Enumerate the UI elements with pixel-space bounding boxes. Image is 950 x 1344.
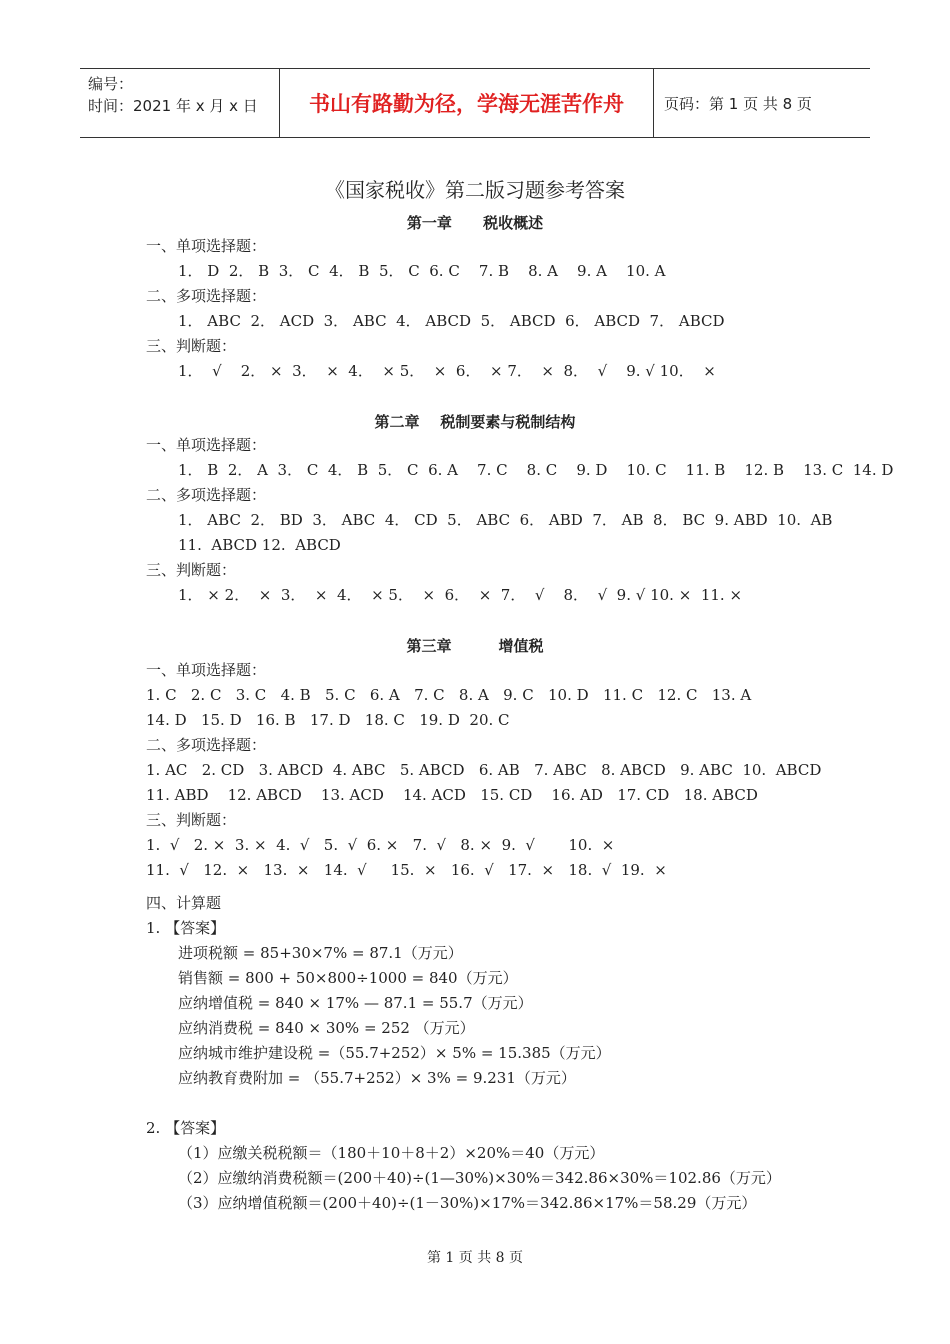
calc-q2-line: （1）应缴关税税额＝（180＋10＋8＋2）×20%＝40（万元） [178, 1144, 605, 1162]
ch3-judge-answers-line1: 1. √ 2. × 3. × 4. √ 5. √ 6. × 7. √ 8. × 9. √ 10. × [146, 836, 615, 854]
doc-time-label: 时间：2021 年 x 月 x 日 [88, 97, 258, 115]
ch3-judge-answers-line2: 11. √ 12. × 13. × 14. √ 15. × 16. √ 17. × 18. √ 19. × [146, 861, 667, 879]
chapter-2-heading: 第二章 税制要素与税制结构 [374, 413, 576, 431]
calc-q1-line: 进项税额 = 85+30×7% = 87.1（万元） [178, 944, 463, 962]
page-header [80, 68, 870, 138]
calc-q2-label: 2. 【答案】 [146, 1119, 226, 1137]
chapter-1-heading: 第一章 税收概述 [406, 214, 544, 232]
ch3-single-answers-line2: 14. D 15. D 16. B 17. D 18. C 19. D 20. C [146, 711, 510, 729]
chapter-3-heading: 第三章 增值税 [406, 637, 544, 655]
ch2-multi-label: 二、多项选择题： [146, 486, 267, 504]
calc-q1-line: 应纳消费税 = 840 × 30% = 252 （万元） [178, 1019, 475, 1037]
ch2-single-label: 一、单项选择题： [146, 436, 267, 454]
calc-q1-label: 1. 【答案】 [146, 919, 226, 937]
ch3-single-label: 一、单项选择题： [146, 661, 267, 679]
ch1-multi-label: 二、多项选择题： [146, 287, 267, 305]
doc-number-label: 编号： [88, 75, 134, 93]
header-meta [80, 69, 280, 137]
ch1-single-label: 一、单项选择题： [146, 237, 267, 255]
ch3-judge-label: 三、判断题： [146, 811, 237, 829]
ch2-multi-answers-line1: 1． ABC 2． BD 3． ABC 4． CD 5． ABC 6． ABD 7． AB 8． BC 9. ABD 10. AB [178, 511, 833, 529]
calc-q1-line: 应纳教育费附加 = （55.7+252）× 3% = 9.231（万元） [178, 1069, 576, 1087]
ch2-judge-answers: 1． × 2． × 3． × 4． × 5． × 6． × 7． √ 8． √ 9. √ 10. × 11. × [178, 586, 743, 604]
document-title: 《国家税收》第二版习题参考答案 [325, 178, 625, 202]
ch3-multi-label: 二、多项选择题： [146, 736, 267, 754]
header-motto: 书山有路勤为径，学海无涯苦作舟 [280, 69, 654, 137]
page-footer: 第 1 页 共 8 页 [426, 1250, 524, 1266]
ch2-judge-label: 三、判断题： [146, 561, 237, 579]
ch3-multi-answers-line2: 11. ABD 12. ABCD 13. ACD 14. ACD 15. CD 16. AD 17. CD 18. ABCD [146, 786, 758, 804]
ch1-judge-answers: 1． √ 2． × 3． × 4． × 5． × 6． × 7． × 8． √ 9. √ 10． × [178, 362, 716, 380]
calc-q1-line: 应纳增值税 = 840 × 17% — 87.1 = 55.7（万元） [178, 994, 533, 1012]
calc-q2-line: （2）应缴纳消费税额＝(200＋40)÷(1—30%)×30%＝342.86×30%＝102.86（万元） [178, 1169, 781, 1187]
ch2-multi-answers-line2: 11. ABCD 12. ABCD [178, 536, 341, 554]
calc-q1-line: 应纳城市维护建设税 =（55.7+252）× 5% = 15.385（万元） [178, 1044, 611, 1062]
calc-q1-line: 销售额 = 800 + 50×800÷1000 = 840（万元） [178, 969, 518, 987]
header-page-info: 页码：第 1 页 共 8 页 [664, 94, 812, 113]
ch3-calc-label: 四、计算题 [146, 894, 222, 912]
ch3-multi-answers-line1: 1. AC 2. CD 3. ABCD 4. ABC 5. ABCD 6. AB 7. ABC 8. ABCD 9. ABC 10. ABCD [146, 761, 822, 779]
ch2-single-answers: 1． B 2． A 3． C 4． B 5． C 6. A 7. C 8. C 9. D 10. C 11. B 12. B 13. C 14. D [178, 461, 894, 479]
ch1-single-answers: 1． D 2． B 3． C 4． B 5． C 6. C 7. B 8. A 9. A 10. A [178, 262, 666, 280]
calc-q2-line: （3）应纳增值税额＝(200＋40)÷(1－30%)×17%＝342.86×17%＝58.29（万元） [178, 1194, 757, 1212]
ch3-single-answers-line1: 1. C 2. C 3. C 4. B 5. C 6. A 7. C 8. A 9. C 10. D 11. C 12. C 13. A [146, 686, 752, 704]
ch1-multi-answers: 1． ABC 2． ACD 3． ABC 4． ABCD 5． ABCD 6． ABCD 7． ABCD [178, 312, 725, 330]
ch1-judge-label: 三、判断题： [146, 337, 237, 355]
